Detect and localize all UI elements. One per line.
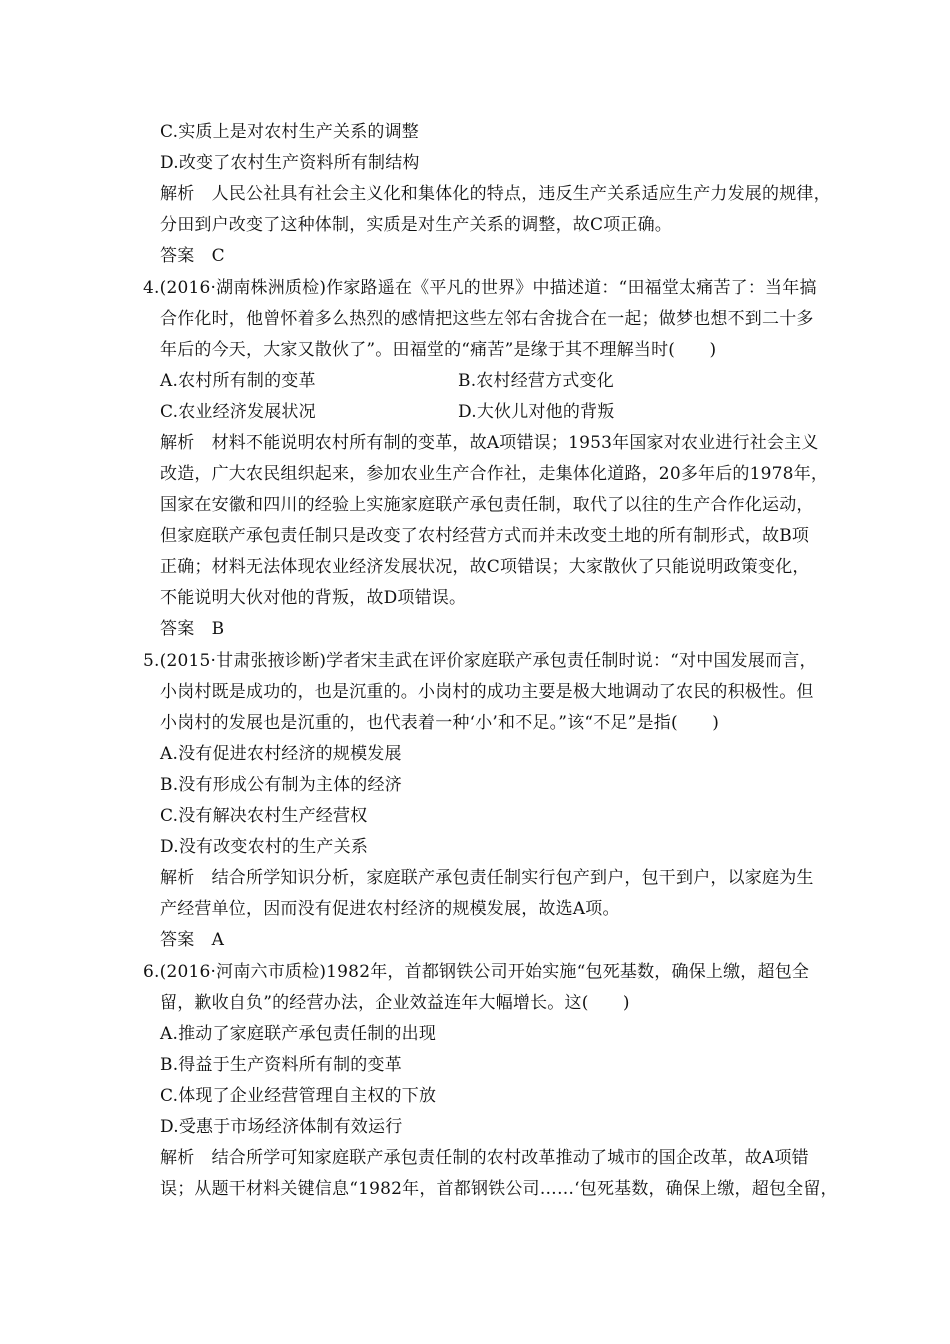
analysis-line: 不能说明大伙对他的背叛，故D项错误。 [160,588,467,608]
question-stem: 年后的今天，大家又散伙了”。田福堂的“痛苦”是缘于其不理解当时( ) [160,340,717,360]
option-a: A.推动了家庭联产承包责任制的出现 [160,1024,437,1044]
option-a: A.没有促进农村经济的规模发展 [160,744,402,764]
question-stem: 4.(2016·湖南株洲质检)作家路遥在《平凡的世界》中描述道：“田福堂太痛苦了：当年搞 [143,278,817,298]
analysis-line: 解析 人民公社具有社会主义化和集体化的特点，违反生产关系适应生产力发展的规律， [160,184,831,204]
option-a: A.农村所有制的变革 [160,371,316,391]
analysis-line: 正确；材料无法体现农业经济发展状况，故C项错误；大家散伙了只能说明政策变化， [160,557,810,577]
analysis-line: 改造，广大农民组织起来，参加农业生产合作社，走集体化道路，20多年后的1978年， [160,464,829,484]
option-d: D.没有改变农村的生产关系 [160,837,369,857]
analysis-line: 解析 结合所学知识分析，家庭联产承包责任制实行包产到户，包干到户，以家庭为生 [160,868,814,888]
analysis-line: 解析 结合所学可知家庭联产承包责任制的农村改革推动了城市的国企改革，故A项错 [160,1148,809,1168]
question-stem: 小岗村的发展也是沉重的，也代表着一种‘小’和不足。”该“不足”是指( ) [160,713,720,733]
question-stem: 5.(2015·甘肃张掖诊断)学者宋圭武在评价家庭联产承包责任制时说：“对中国发展而言， [143,651,817,671]
analysis-line: 解析 材料不能说明农村所有制的变革，故A项错误；1953年国家对农业进行社会主义 [160,433,819,453]
analysis-line: 分田到户改变了这种体制，实质是对生产关系的调整，故C项正确。 [160,215,673,235]
analysis-line: 误；从题干材料关键信息“1982年，首都钢铁公司……‘包死基数，确保上缴，超包全留， [160,1179,838,1199]
option-d: D.大伙儿对他的背叛 [458,402,615,422]
analysis-line: 国家在安徽和四川的经验上实施家庭联产承包责任制，取代了以往的生产合作化运动， [160,495,814,515]
option-b: B.没有形成公有制为主体的经济 [160,775,402,795]
option-b: B.得益于生产资料所有制的变革 [160,1055,402,1075]
analysis-line: 产经营单位，因而没有促进农村经济的规模发展，故选A项。 [160,899,620,919]
question-stem: 小岗村既是成功的，也是沉重的。小岗村的成功主要是极大地调动了农民的积极性。但 [160,682,814,702]
option-d: D.受惠于市场经济体制有效运行 [160,1117,403,1137]
answer: 答案 C [160,246,225,266]
option-c: C.农业经济发展状况 [160,402,316,422]
option-d: D.改变了农村生产资料所有制结构 [160,153,420,173]
option-c: C.没有解决农村生产经营权 [160,806,368,826]
answer: 答案 A [160,930,225,950]
question-stem: 合作化时，他曾怀着多么热烈的感情把这些左邻右舍拢合在一起；做梦也想不到二十多 [160,309,814,329]
answer: 答案 B [160,619,225,639]
analysis-line: 但家庭联产承包责任制只是改变了农村经营方式而并未改变土地的所有制形式，故B项 [160,526,810,546]
question-stem: 留，歉收自负”的经营办法，企业效益连年大幅增长。这( ) [160,993,630,1013]
option-c: C.实质上是对农村生产关系的调整 [160,122,420,142]
option-b: B.农村经营方式变化 [458,371,614,391]
question-stem: 6.(2016·河南六市质检)1982年，首都钢铁公司开始实施“包死基数，确保上缴，超包全 [143,962,810,982]
option-c: C.体现了企业经营管理自主权的下放 [160,1086,437,1106]
